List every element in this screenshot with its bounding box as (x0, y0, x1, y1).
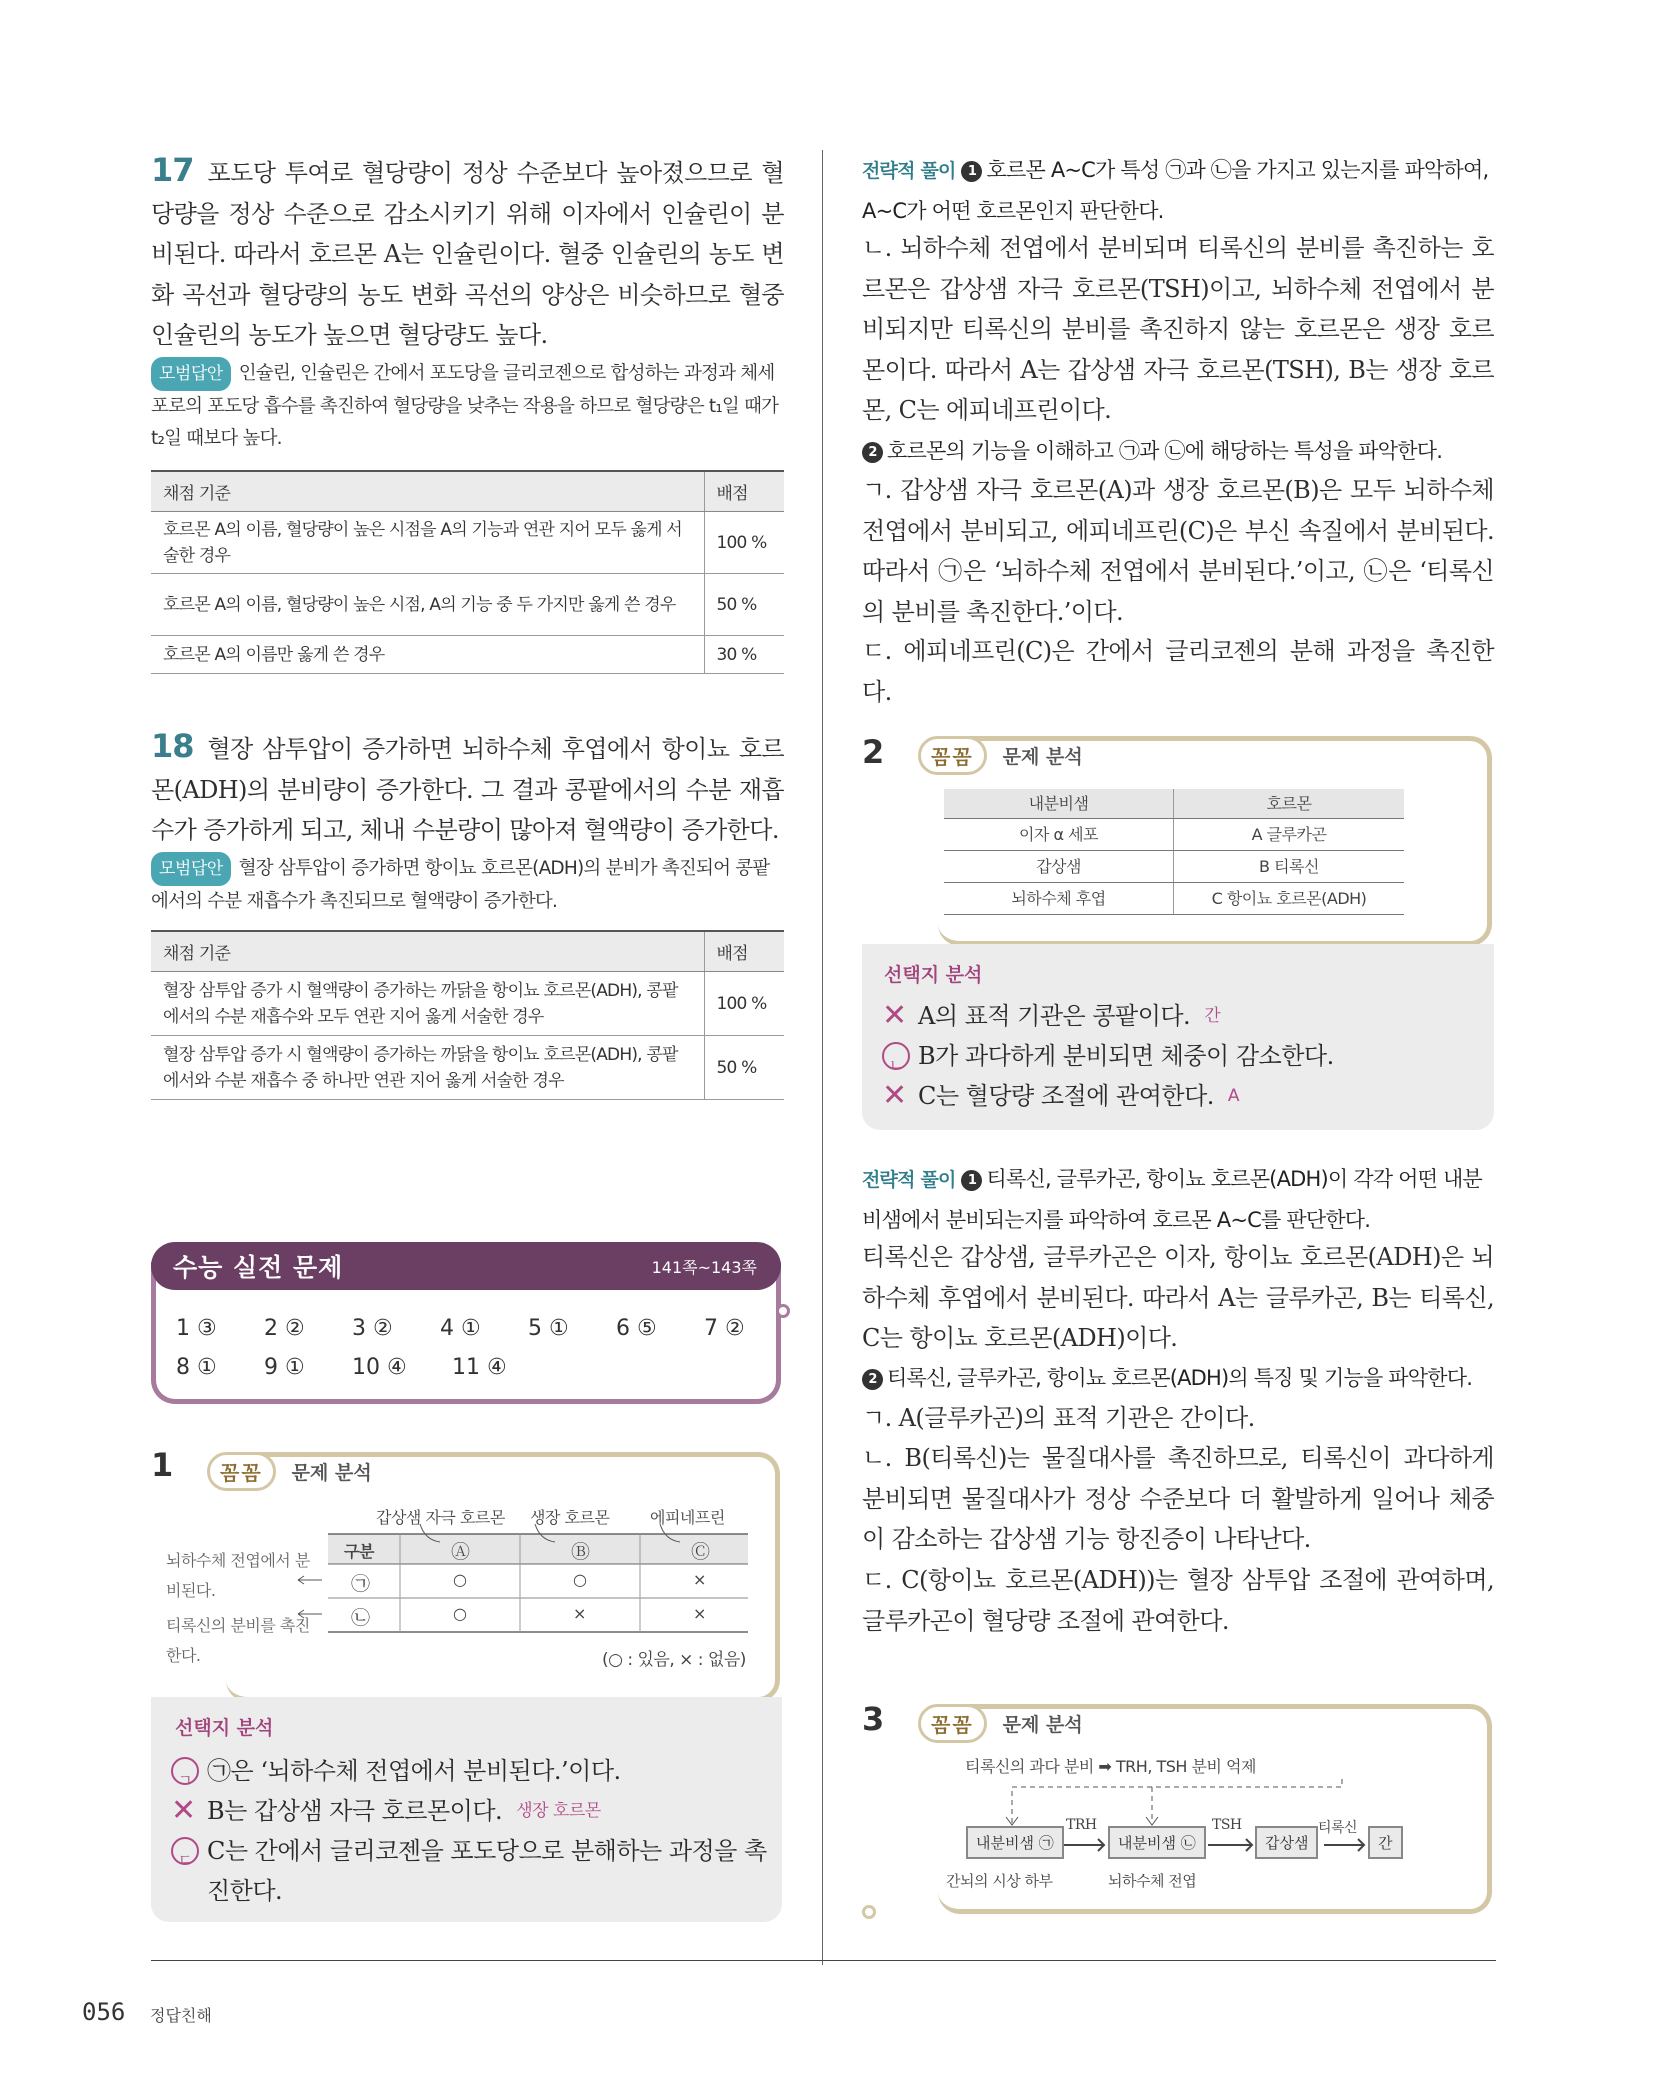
hormone-label: 에피네프린 (650, 1508, 725, 1527)
hormone-label: 생장 호르몬 (530, 1508, 610, 1527)
decor-dot (862, 1905, 876, 1919)
model-answer-badge: 모범답안 (151, 852, 231, 886)
problem2-number: 2 (862, 733, 885, 771)
problem1-number: 1 (151, 1446, 174, 1484)
footer-rule (151, 1960, 1496, 1961)
step-text: 티록신, 글루카곤, 항이뇨 호르몬(ADH)의 특징 및 기능을 파악한다. (887, 1366, 1473, 1390)
points-header: 배점 (704, 471, 784, 512)
column-divider (822, 150, 823, 1965)
points-cell: 30 % (704, 636, 784, 674)
q17-text: 포도당 투여로 혈당량이 정상 수준보다 높아졌으므로 혈당량을 정상 수준으로 감소시키기 위해 이자에서 인슐린이 분비된다. 따라서 호르몬 A는 인슐린이다. 혈중 인슐린의 농도 변화 곡선과 혈당량의 농도 변화 곡선의 양상은 비슷하므로 혈중 인슐린의 농도가 높으면 혈당량도 높다. (151, 159, 784, 349)
table-cell: ○ (453, 1604, 467, 1623)
problem2-table (944, 789, 1404, 915)
correct-mark: ㄴ (882, 1042, 910, 1070)
correction-note: 생장 호르몬 (516, 1801, 601, 1821)
correct-mark: ㄷ (171, 1837, 199, 1865)
table-cell: 뇌하수체 후엽 (944, 883, 1174, 914)
q17-body (151, 150, 784, 356)
tag-text: 문제 분석 (997, 1710, 1089, 1737)
answer-item: 5 ① (528, 1316, 569, 1341)
model-answer-badge: 모범답안 (151, 357, 231, 391)
points-cell: 100 % (704, 512, 784, 574)
q18-scoring-table (151, 930, 784, 1100)
tag-text: 문제 분석 (997, 742, 1089, 769)
answer-item: 9 ① (264, 1355, 305, 1380)
choice-text: B는 갑상샘 자극 호르몬이다. (207, 1797, 503, 1825)
table-row (944, 851, 1404, 883)
table-row (944, 883, 1404, 915)
flow-box: 간 (1368, 1826, 1403, 1859)
correction-note: A (1227, 1086, 1240, 1106)
choice-item (171, 1791, 771, 1831)
tag-text: 문제 분석 (286, 1458, 378, 1485)
model-answer-text: 혈장 삼투압이 증가하면 항이뇨 호르몬(ADH)의 분비가 촉진되어 콩팥에서의 수분 재흡수가 촉진되므로 혈액량이 증가한다. (151, 858, 770, 912)
table-header: Ⓒ (691, 1541, 710, 1563)
step-text: 티록신, 글루카곤, 항이뇨 호르몬(ADH)이 각각 어떤 내분비샘에서 분비되는지를 파악하여 호르몬 A~C를 판단한다. (862, 1167, 1482, 1232)
strategy2-step1: 전략적 풀이 1 티록신, 글루카곤, 항이뇨 호르몬(ADH)이 각각 어떤 내분비샘에서 분비되는지를 파악하여 호르몬 A~C를 판단한다. (862, 1167, 1482, 1232)
flow-arrows (1060, 1835, 1380, 1855)
q17-number: 17 (151, 151, 194, 189)
q18-body (151, 726, 784, 851)
feedback-note: 티록신의 과다 분비 ➡ TRH, TSH 분비 억제 (965, 1757, 1256, 1776)
flow-box: 갑상샘 (1255, 1826, 1318, 1859)
page-number: 056 (82, 1998, 126, 2026)
choice-item (882, 1036, 1482, 1076)
criteria-cell: 혈장 삼투압 증가 시 혈액량이 증가하는 까닭을 항이뇨 호르몬(ADH), 콩팥에서와 수분 재흡수 중 하나만 연관 지어 옳게 서술한 경우 (151, 1036, 704, 1100)
criteria-header: 채점 기준 (151, 931, 704, 972)
criteria-cell: 호르몬 A의 이름만 옳게 쓴 경우 (151, 636, 704, 674)
table-header: 내분비샘 (944, 789, 1174, 818)
flow-caption: 뇌하수체 전엽 (1108, 1872, 1197, 1890)
table-cell: × (693, 1604, 706, 1623)
flow-box: 내분비샘 ㉠ (966, 1826, 1064, 1859)
flow-caption: 간뇌의 시상 하부 (946, 1872, 1053, 1890)
tag-pill: 꼼꼼 (918, 1704, 987, 1743)
answer-item: 3 ② (352, 1316, 393, 1341)
wrong-mark-icon: ✕ (882, 1078, 907, 1113)
q18-text: 혈장 삼투압이 증가하면 뇌하수체 후엽에서 항이뇨 호르몬(ADH)의 분비량이 증가한다. 그 결과 콩팥에서의 수분 재흡수가 증가하게 되고, 체내 수분량이 많아져 혈액량이 증가한다. (151, 735, 784, 844)
suneung-title: 수능 실전 문제 (173, 1253, 344, 1282)
arrow-label: TRH (1066, 1817, 1097, 1833)
side-label: 뇌하수체 전엽에서 분비된다. (166, 1551, 310, 1600)
table-row (151, 574, 784, 636)
criteria-cell: 호르몬 A의 이름, 혈당량이 높은 시점, A의 기능 중 두 가지만 옳게 쓴 경우 (151, 574, 704, 636)
table-cell: C 항이뇨 호르몬(ADH) (1211, 889, 1367, 908)
choice-text: C는 혈당량 조절에 관여한다. (918, 1082, 1214, 1110)
choice-text: A의 표적 기관은 콩팥이다. (918, 1002, 1191, 1030)
table-cell: ㉡ (351, 1607, 370, 1629)
problem3-tag (918, 1704, 1089, 1743)
legend: (○ : 있음, × : 없음) (602, 1650, 746, 1670)
table-cell: ㉠ (351, 1573, 370, 1595)
answer-item: 10 ④ (352, 1355, 407, 1380)
step-text: 호르몬 A~C가 특성 ㉠과 ㉡을 가지고 있는지를 파악하여, A~C가 어떤 호르몬인지 판단한다. (862, 158, 1489, 223)
points-cell: 50 % (704, 574, 784, 636)
strategy1-step2: 2 호르몬의 기능을 이해하고 ㉠과 ㉡에 해당하는 특성을 파악한다. (862, 431, 1494, 471)
hormone-label: 갑상샘 자극 호르몬 (376, 1508, 505, 1527)
strategy1-step1: 전략적 풀이 1 호르몬 A~C가 특성 ㉠과 ㉡을 가지고 있는지를 파악하여, A~C가 어떤 호르몬인지 판단한다. (862, 158, 1489, 223)
strategy2-paragraph3: ㄴ. B(티록신)는 물질대사를 촉진하므로, 티록신이 과다하게 분비되면 물질대사가 정상 수준보다 더 활발하게 일어나 체중이 감소하는 갑상샘 기능 항진증이 나타난다. (862, 1444, 1494, 1553)
table-header: 호르몬 (1266, 794, 1312, 813)
choice-item (171, 1751, 771, 1791)
strategy1-paragraph2: ㄱ. 갑상샘 자극 호르몬(A)과 생장 호르몬(B)은 모두 뇌하수체 전엽에서 분비되고, 에피네프린(C)은 부신 속질에서 분비된다. 따라서 ㉠은 ‘뇌하수체 전엽에서 분비된다.’이고, ㉡은 ‘티록신의 분비를 촉진한다.’이다. (862, 476, 1494, 626)
choice-text: C는 간에서 글리코젠을 포도당으로 분해하는 과정을 촉진한다. (207, 1837, 767, 1905)
tag-pill: 꼼꼼 (918, 736, 987, 775)
strategy2-paragraph4: ㄷ. C(항이뇨 호르몬(ADH))는 혈장 삼투압 조절에 관여하며, 글루카곤이 혈당량 조절에 관여한다. (862, 1566, 1494, 1635)
problem2-choice-analysis (862, 944, 1494, 1130)
strategy-label: 전략적 풀이 (862, 1169, 956, 1191)
choice-analysis-title: 선택지 분석 (175, 1717, 274, 1739)
choice-item (882, 1076, 1482, 1116)
q18-model-answer (151, 852, 784, 918)
table-cell: ○ (453, 1570, 467, 1589)
table-cell: ○ (573, 1570, 587, 1589)
table-header: 구분 (344, 1542, 374, 1561)
table-cell: 갑상샘 (944, 851, 1174, 882)
table-header-bg (328, 1534, 748, 1564)
strategy-label: 전략적 풀이 (862, 160, 956, 182)
table-row (151, 1036, 784, 1100)
strategy2-step2: 2 티록신, 글루카곤, 항이뇨 호르몬(ADH)의 특징 및 기능을 파악한다. (862, 1358, 1494, 1398)
criteria-cell: 혈장 삼투압 증가 시 혈액량이 증가하는 까닭을 항이뇨 호르몬(ADH), 콩팥에서의 수분 재흡수와 모두 연관 지어 옳게 서술한 경우 (151, 972, 704, 1036)
table-cell: B 티록신 (1259, 857, 1319, 876)
wrong-mark-icon: ✕ (882, 998, 907, 1033)
table-row (151, 972, 784, 1036)
answer-item: 8 ① (176, 1355, 217, 1380)
problem1-choice-analysis (151, 1697, 782, 1922)
side-label: 티록신의 분비를 촉진한다. (166, 1616, 310, 1665)
table-cell: × (693, 1570, 706, 1589)
model-answer-text: 인슐린, 인슐린은 간에서 포도당을 글리코젠으로 합성하는 과정과 체세포로의 포도당 흡수를 촉진하여 혈당량을 낮추는 작용을 하므로 혈당량은 t₁일 때가 t₂일 때보다 높다. (151, 363, 779, 449)
table-cell: 이자 α 세포 (944, 819, 1174, 850)
q18-number: 18 (151, 727, 194, 765)
arrow-label: TSH (1212, 1817, 1242, 1833)
answer-item: 2 ② (264, 1316, 305, 1341)
tag-pill: 꼼꼼 (207, 1452, 276, 1491)
strategy1-paragraph: ㄴ. 뇌하수체 전엽에서 분비되며 티록신의 분비를 촉진하는 호르몬은 갑상샘 자극 호르몬(TSH)이고, 뇌하수체 전엽에서 분비되지만 티록신의 분비를 촉진하지 않는 호르몬은 생장 호르몬이다. 따라서 A는 갑상샘 자극 호르몬(TSH), B는 생장 호르몬, C는 에피네프린이다. (862, 234, 1494, 424)
table-row (151, 512, 784, 574)
strategy2-paragraph: 티록신은 갑상샘, 글루카곤은 이자, 항이뇨 호르몬(ADH)은 뇌하수체 후엽에서 분비된다. 따라서 A는 글루카곤, B는 티록신, C는 항이뇨 호르몬(ADH)이다. (862, 1243, 1494, 1352)
table-row (151, 636, 784, 674)
arrow-label: 티록신 (1318, 1820, 1358, 1836)
problem3-number: 3 (862, 1700, 885, 1738)
choice-text: ㉠은 ‘뇌하수체 전엽에서 분비된다.’이다. (207, 1757, 621, 1785)
table-header: Ⓑ (571, 1541, 590, 1563)
choice-analysis-title: 선택지 분석 (884, 964, 983, 986)
table-header: Ⓐ (451, 1541, 470, 1563)
choice-text: B가 과다하게 분비되면 체중이 감소한다. (918, 1042, 1334, 1070)
answer-item: 6 ⑤ (616, 1316, 657, 1341)
suneung-header (151, 1242, 781, 1290)
q17-model-answer (151, 357, 784, 455)
footer-title: 정답친해 (150, 2006, 212, 2025)
strategy2-paragraph2: ㄱ. A(글루카곤)의 표적 기관은 간이다. (862, 1404, 1255, 1432)
table-cell: × (573, 1604, 586, 1623)
strategy1-paragraph3: ㄷ. 에피네프린(C)은 간에서 글리코젠의 분해 과정을 촉진한다. (862, 637, 1494, 706)
choice-item (171, 1831, 771, 1911)
criteria-cell: 호르몬 A의 이름, 혈당량이 높은 시점을 A의 기능과 연관 지어 모두 옳게 서술한 경우 (151, 512, 704, 574)
step-text: 호르몬의 기능을 이해하고 ㉠과 ㉡에 해당하는 특성을 파악한다. (887, 439, 1443, 463)
answer-item: 11 ④ (452, 1355, 507, 1380)
correct-mark: ㄱ (171, 1757, 199, 1785)
table-row (944, 819, 1404, 851)
answer-item: 4 ① (440, 1316, 481, 1341)
choice-item (882, 996, 1482, 1036)
suneung-pages: 141쪽~143쪽 (651, 1258, 757, 1277)
wrong-mark-icon: ✕ (171, 1793, 196, 1828)
problem2-tag (918, 736, 1089, 775)
points-cell: 100 % (704, 972, 784, 1036)
answer-item: 7 ② (704, 1316, 745, 1341)
q17-scoring-table (151, 470, 784, 674)
answer-item: 1 ③ (176, 1316, 217, 1341)
points-cell: 50 % (704, 1036, 784, 1100)
decor-dot (776, 1304, 790, 1318)
flow-box: 내분비샘 ㉡ (1108, 1826, 1206, 1859)
criteria-header: 채점 기준 (151, 471, 704, 512)
points-header: 배점 (704, 931, 784, 972)
problem1-tag (207, 1452, 378, 1491)
table-cell: A 글루카곤 (1251, 825, 1327, 844)
correction-note: 간 (1204, 1006, 1221, 1026)
